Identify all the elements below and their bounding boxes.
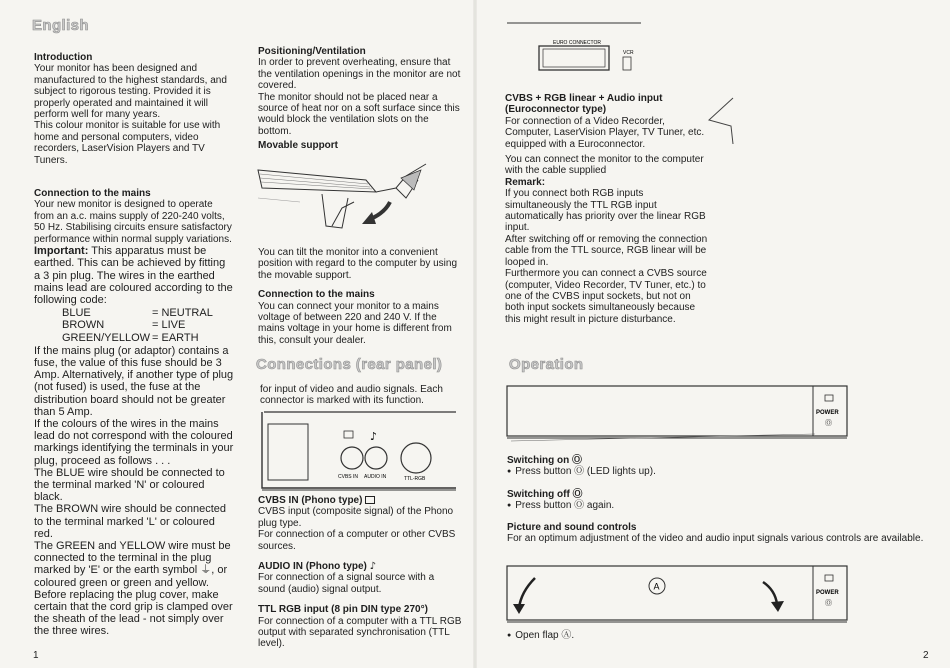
green-yellow-wire-text: The GREEN and YELLOW wire must be connected to the terminal in the plug marked by 'E' or the earth symbol ⏚, or coloured green or green and yellow. — [34, 539, 231, 589]
power-fig-label: POWER — [816, 410, 839, 416]
mains-connection-text: You can connect your monitor to a mains voltage of between 220 and 240 V. If the mains voltage in your home is different from this, consult your dealer. — [258, 300, 452, 346]
rear-panel-diagram — [258, 410, 458, 492]
controls-heading: Picture and sound controls — [507, 521, 637, 533]
remark-heading: Remark: — [505, 176, 546, 188]
cvbs-socket-icon — [365, 496, 375, 504]
introduction-heading: Introduction — [34, 52, 93, 63]
front-panel-power-figure — [505, 384, 865, 444]
euroconnector-figure — [505, 20, 645, 78]
power-symbol: Ⓞ — [825, 419, 832, 427]
wire-colours-text: If the colours of the wires in the mains lead do not correspond with the coloured markings identifying the terminals in your plug, proceed as follows . . . — [34, 417, 234, 467]
cvbs-in-fig-label: CVBS IN — [338, 474, 359, 480]
wire-colour: BLUE — [62, 307, 91, 320]
ttl-text: For connection of a computer with a TTL RGB output with separated synchronisation (TTL level). — [258, 615, 462, 650]
ventilation-heading: Positioning/Ventilation — [258, 46, 366, 57]
wire-code-row — [62, 307, 234, 319]
remark-text-3: Furthermore you can connect a CVBS source (computer, Video Recorder, TV Tuner, etc.) to one of the CVBS input sockets, but not on both input sockets simultaneously because this might result in picture disturbance. — [505, 268, 707, 325]
wire-colour: BROWN — [62, 319, 105, 332]
switching-on-item: ● Press button Ⓞ (LED lights up). — [507, 466, 927, 477]
page-number-left: 1 — [33, 650, 39, 661]
wire-colour: GREEN/YELLOW — [62, 331, 151, 344]
front-panel-flap-figure — [505, 564, 865, 628]
inputs-section — [258, 495, 463, 650]
audio-heading — [258, 561, 463, 572]
brown-wire-text: The BROWN wire should be connected to the terminal marked 'L' or coloured red. — [34, 503, 226, 540]
important-label: Important: — [34, 245, 89, 258]
flap-power-symbol: Ⓞ — [825, 599, 832, 607]
important-text: This apparatus must be earthed. This can be achieved by fitting a 3 pin plug. The wires in the earthed mains lead are coloured according to the following code: — [34, 245, 233, 306]
blue-wire-text: The BLUE wire should be connected to the terminal marked 'N' or coloured black. — [34, 466, 225, 504]
ttl-heading: TTL RGB input (8 pin DIN type 270°) — [258, 604, 428, 616]
rear-panel-text: for input of video and audio signals. Each connector is marked with its function. — [260, 384, 443, 407]
movable-support-illustration — [256, 158, 446, 238]
support-and-mains-section — [258, 247, 463, 346]
switching-off-heading: Switching off Ⓞ — [507, 488, 583, 500]
euro-connector-fig-label: EURO CONNECTOR — [553, 40, 601, 46]
right-page — [475, 0, 950, 668]
introduction-text-2: This colour monitor is suitable for use with home and personal computers, video recorders, LaserVision Players and TV Tuners. — [34, 120, 221, 166]
open-flap-section — [507, 630, 807, 641]
flap-marker: A — [653, 581, 660, 592]
vcr-fig-label: VCR — [623, 50, 634, 56]
ventilation-text-2: The monitor should not be placed near a source of heat nor on a soft surface since this would block the ventilation slots on the bottom. — [258, 91, 460, 137]
wire-meaning: = EARTH — [152, 331, 199, 344]
remark-text-2: After switching off or removing the connection cable from the TTL source, RGB linear will be looped in. — [505, 233, 708, 268]
music-note-icon: ♪ — [369, 561, 377, 573]
page-number-right: 2 — [923, 650, 929, 661]
rear-panel-heading: Connections (rear panel) — [256, 356, 443, 373]
support-heading: Movable support — [258, 140, 339, 152]
wire-meaning: = NEUTRAL — [152, 307, 213, 320]
operation-heading: Operation — [509, 356, 584, 373]
mains-text: Your new monitor is designed to operate from an a.c. mains supply of 220-240 volts, 50 Hz. Stabilising circuits ensure satisfactory performance within normal supply variations. — [34, 199, 232, 245]
support-text: You can tilt the monitor into a convenient position with regard to the computer by using the movable support. — [258, 247, 457, 281]
replace-cover-text: Before replacing the plug cover, make certain that the cord grip is clamped over the sheath of the lead - not simply over the three wires. — [34, 588, 233, 638]
fuse-text: If the mains plug (or adaptor) contains a fuse, the value of this fuse should be 3 Amp. Alternatively, if another type of plug (not fused) is used, the fuse at the distribution board should not be greater than 5 Amp. — [34, 344, 234, 418]
important-paragraph — [34, 245, 234, 306]
operation-section — [507, 455, 927, 544]
rear-panel-intro — [260, 384, 460, 407]
mains-connection-heading: Connection to the mains — [258, 289, 375, 301]
margin-check-mark — [705, 96, 741, 148]
left-column — [34, 52, 234, 638]
cvbs-text: CVBS input (composite signal) of the Phono plug type. — [258, 506, 454, 529]
open-flap-item: ● Open flap Ⓐ. — [507, 630, 807, 641]
audio-heading-text: AUDIO IN (Phono type) — [258, 561, 367, 573]
remark-text: If you connect both RGB inputs simultaneously the TTL RGB input automatically has priority over the linear RGB input. — [505, 188, 706, 234]
ventilation-text: In order to prevent overheating, ensure that the ventilation openings in the monitor are not covered. — [258, 57, 461, 92]
introduction-text: Your monitor has been designed and manufactured to the highest standards, and subject to rigorous testing. Provided it is properly operated and maintained it will perform well for many years. — [34, 63, 227, 121]
audio-in-fig-label: AUDIO IN — [364, 474, 387, 480]
wire-code-row — [62, 319, 234, 331]
cvbs-rgb-heading: CVBS + RGB linear + Audio input (Euroconnector type) — [505, 93, 663, 116]
switching-off-item: ● Press button Ⓞ again. — [507, 500, 927, 511]
wire-code-row — [62, 332, 234, 344]
euroconnector-section — [505, 93, 710, 325]
wire-meaning: = LIVE — [152, 319, 186, 332]
svg-text:♪: ♪ — [370, 430, 378, 443]
controls-text: For an optimum adjustment of the video and audio input signals various controls are available. — [507, 533, 924, 545]
ventilation-section — [258, 46, 463, 152]
language-heading: English — [32, 17, 89, 34]
cvbs-rgb-text: For connection of a Video Recorder, Computer, LaserVision Player, TV Tuner, etc. equipped with a Euroconnector. — [505, 115, 705, 150]
switching-on-heading: Switching on Ⓞ — [507, 455, 582, 466]
wire-colour-codes — [62, 307, 234, 344]
ttl-rgb-fig-label: TTL-RGB — [404, 476, 426, 482]
flap-power-fig-label: POWER — [816, 590, 839, 596]
cvbs-text-2: For connection of a computer or other CVBS sources. — [258, 529, 456, 552]
cvbs-heading-text: CVBS IN (Phono type) — [258, 495, 363, 506]
cvbs-heading — [258, 495, 463, 506]
cvbs-rgb-text-2: You can connect the monitor to the computer with the cable supplied — [505, 154, 704, 177]
mains-heading: Connection to the mains — [34, 188, 151, 200]
audio-text: For connection of a signal source with a sound (audio) signal output. — [258, 572, 435, 595]
